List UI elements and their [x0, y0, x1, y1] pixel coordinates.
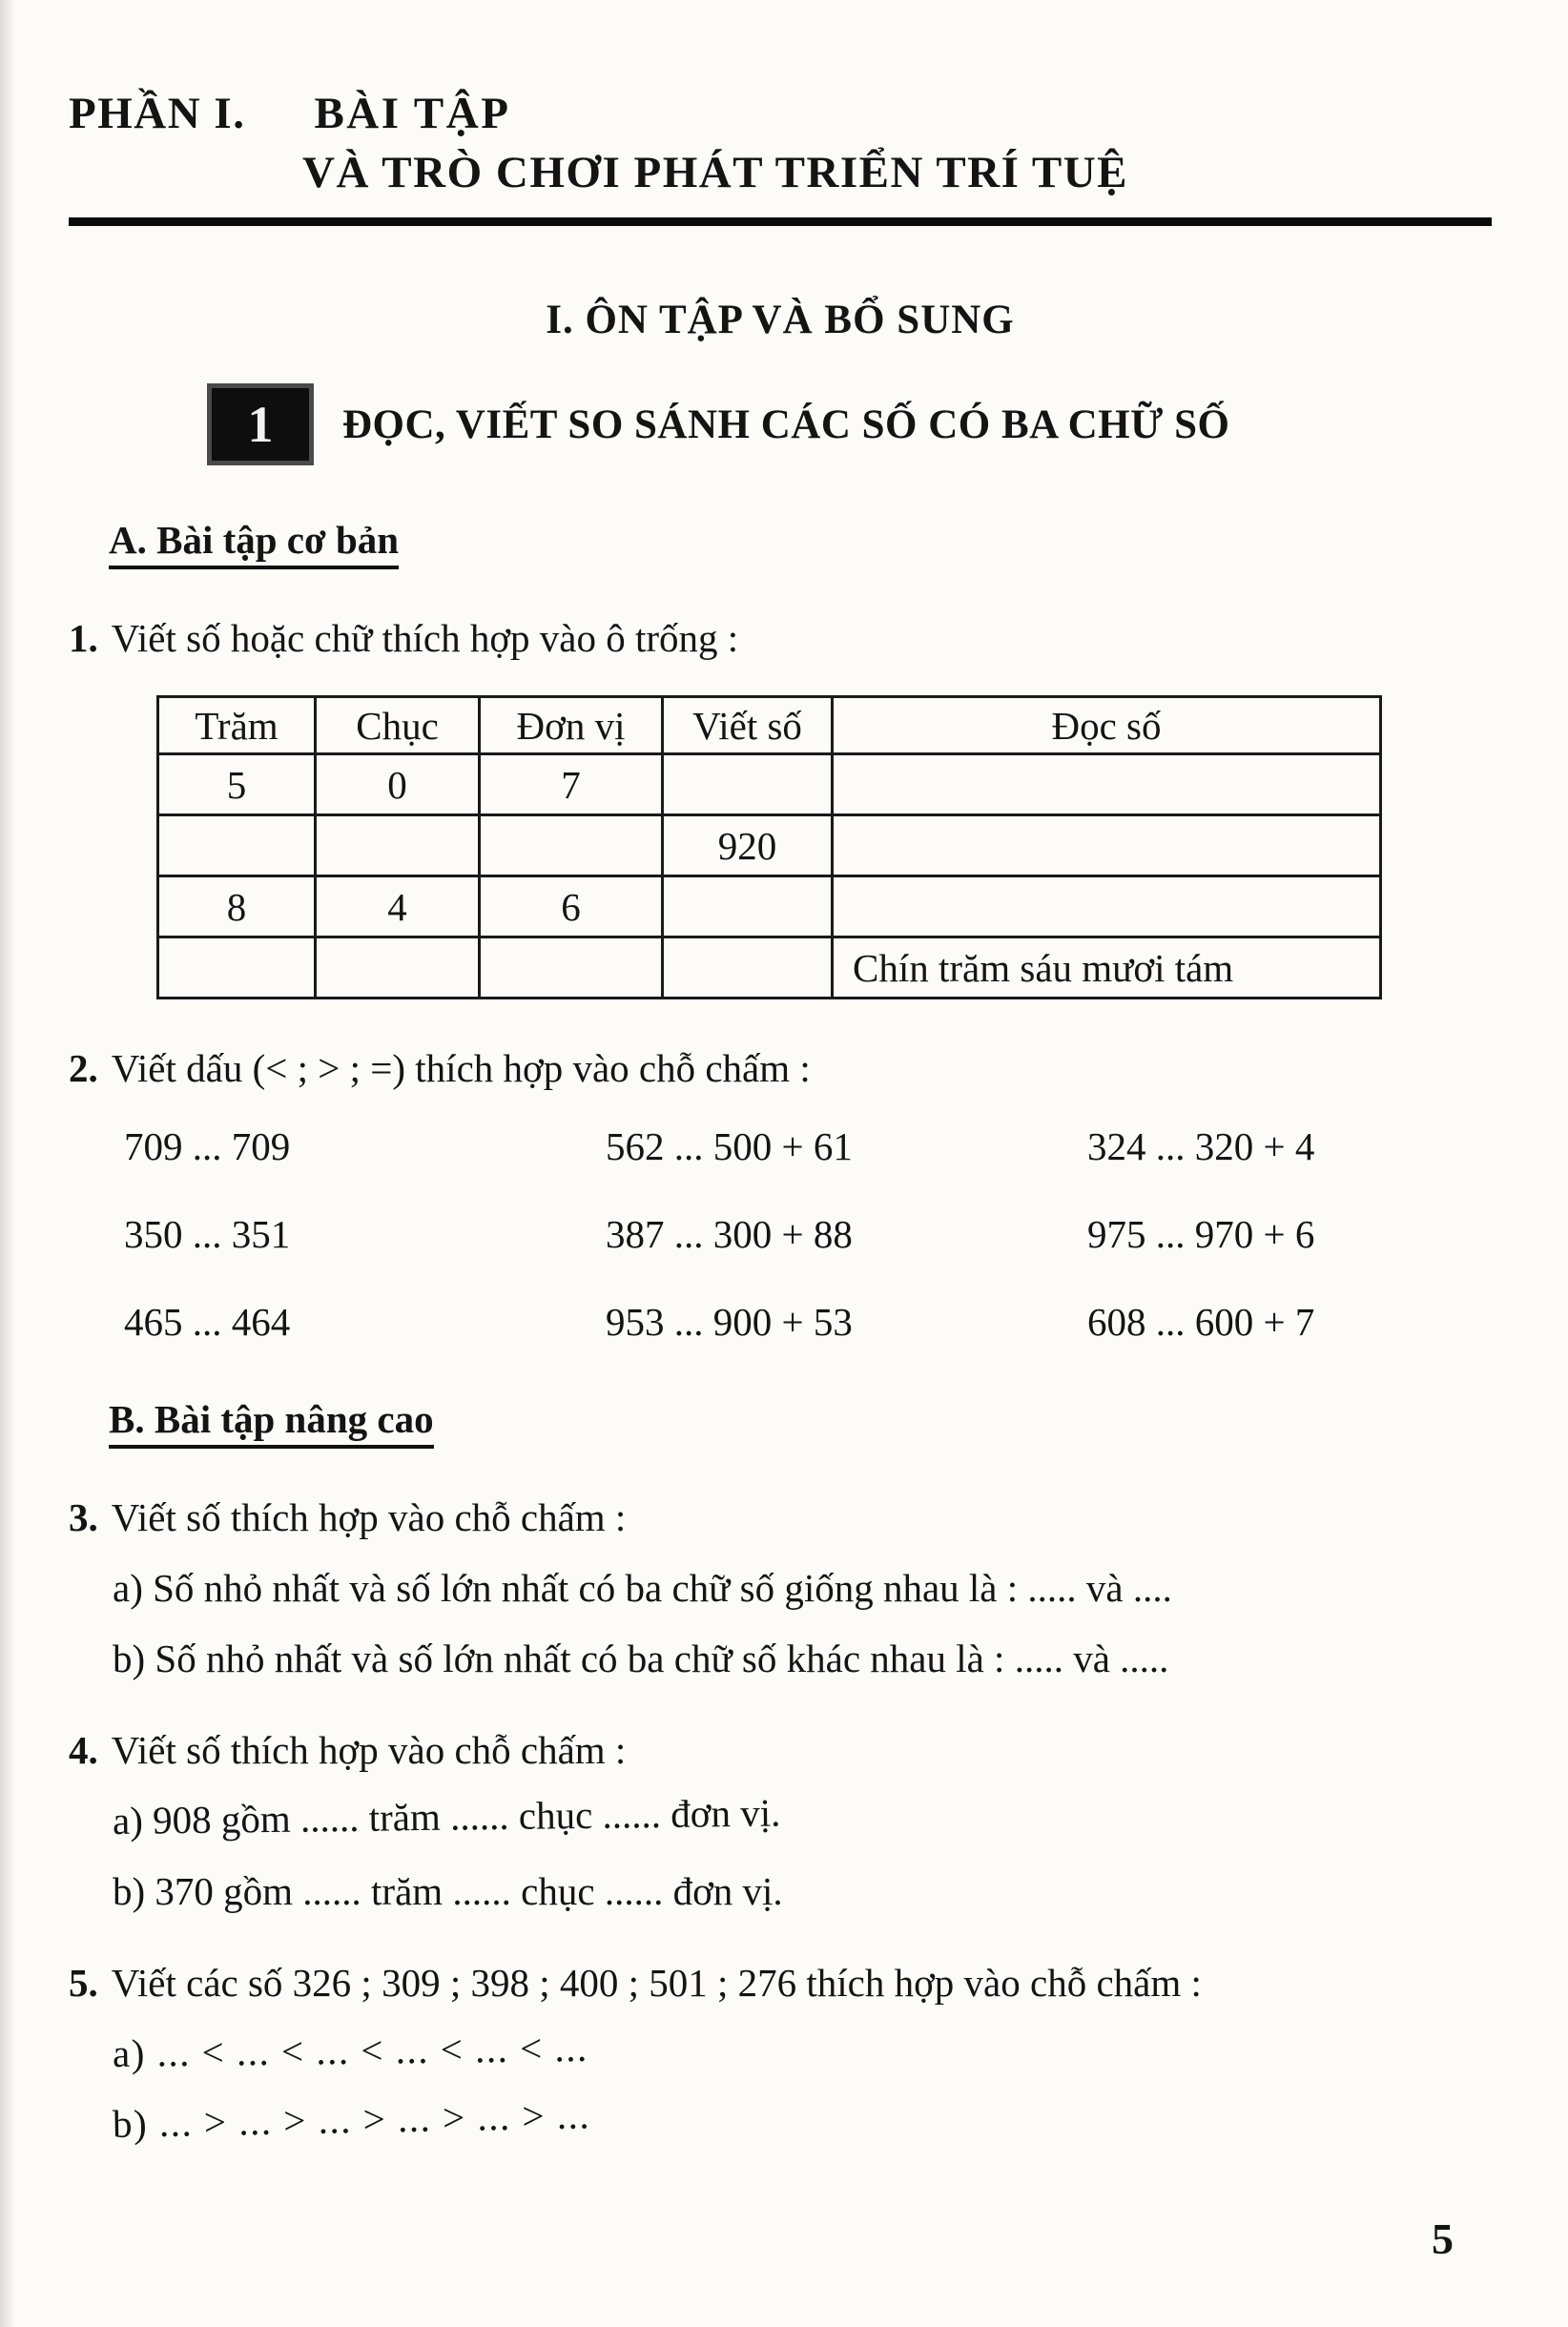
heading-part-b: B. Bài tập nâng cao — [109, 1396, 434, 1449]
part-label: PHẦN I. — [69, 89, 246, 138]
table-cell — [663, 754, 833, 815]
table-row — [158, 937, 1381, 999]
exercise-3-item-b: b) Số nhỏ nhất và số lớn nhất có ba chữ số khác nhau là : ..... và ..... — [113, 1637, 1169, 1680]
table-row — [158, 876, 1381, 937]
table-cell: 8 — [158, 876, 316, 937]
table-header-cell: Trăm — [158, 697, 316, 754]
exercise-5-number: 5. — [69, 1961, 98, 2005]
section-title: I. ÔN TẬP VÀ BỔ SUNG — [546, 298, 1015, 342]
exercise-3-text: Viết số thích hợp vào chỗ chấm : — [111, 1495, 627, 1539]
lesson-header — [207, 383, 1492, 465]
table-cell — [833, 876, 1381, 937]
exercise-5 — [69, 1960, 1492, 2006]
comparison-item: 709 ... 709 — [124, 1124, 291, 1168]
table-cell — [316, 815, 480, 876]
table-cell: 0 — [316, 754, 480, 815]
exercise-3 — [69, 1494, 1492, 1540]
table-cell — [833, 754, 1381, 815]
table-cell: 5 — [158, 754, 316, 815]
comparison-item: 350 ... 351 — [124, 1212, 291, 1256]
comparison-item: 324 ... 320 + 4 — [1087, 1124, 1315, 1168]
part-title-line2: VÀ TRÒ CHƠI PHÁT TRIỂN TRÍ TUỆ — [302, 148, 1128, 197]
table-cell — [480, 815, 663, 876]
exercise-5-text: Viết các số 326 ; 309 ; 398 ; 400 ; 501 ; 276 thích hợp vào chỗ chấm : — [111, 1961, 1202, 2005]
table-cell — [158, 937, 316, 999]
table-header-cell: Đơn vị — [480, 697, 663, 754]
comparison-item: 608 ... 600 + 7 — [1087, 1300, 1315, 1344]
exercise-4-number: 4. — [69, 1728, 98, 1772]
table-row — [158, 815, 1381, 876]
comparison-item: 975 ... 970 + 6 — [1087, 1212, 1315, 1256]
table-header-cell: Chục — [316, 697, 480, 754]
heading-part-a: A. Bài tập cơ bản — [109, 517, 399, 569]
part-header-line1 — [69, 88, 1492, 139]
comparison-item: 562 ... 500 + 61 — [606, 1124, 853, 1168]
exercise-4-text: Viết số thích hợp vào chỗ chấm : — [111, 1728, 627, 1772]
number-table — [156, 695, 1382, 999]
table-cell — [316, 937, 480, 999]
lesson-number: 1 — [247, 396, 274, 453]
double-rule-divider — [69, 217, 1492, 226]
table-cell: 4 — [316, 876, 480, 937]
page-number: 5 — [1432, 2214, 1454, 2263]
table-cell: 920 — [663, 815, 833, 876]
exercise-4-item-a: a) 908 gồm ...... trăm ...... chục ...... đơn vị. — [112, 1790, 781, 1843]
table-cell — [158, 815, 316, 876]
exercise-3-item-a: a) Số nhỏ nhất và số lớn nhất có ba chữ số giống nhau là : ..... và .... — [113, 1566, 1172, 1610]
exercise-5-item-b: b) ... > ... > ... > ... > ... > ... — [112, 2092, 591, 2146]
table-header-cell: Viết số — [663, 697, 833, 754]
comparison-grid — [69, 1123, 1492, 1345]
table-header-row — [158, 697, 1381, 754]
table-cell — [663, 876, 833, 937]
part-title-line1: BÀI TẬP — [314, 89, 511, 138]
exercise-4 — [69, 1727, 1492, 1773]
table-cell: 6 — [480, 876, 663, 937]
lesson-number-box — [207, 383, 314, 465]
exercise-2-number: 2. — [69, 1046, 98, 1090]
exercise-5-item-a: a) ... < ... < ... < ... < ... < ... — [112, 2025, 588, 2075]
table-row — [158, 754, 1381, 815]
exercise-2 — [69, 1045, 1492, 1091]
exercise-4-item-b: b) 370 gồm ...... trăm ...... chục ...... đơn vị. — [113, 1869, 783, 1913]
comparison-item: 953 ... 900 + 53 — [606, 1300, 853, 1344]
exercise-1-number: 1. — [69, 616, 98, 660]
table-cell — [833, 815, 1381, 876]
comparison-item: 465 ... 464 — [124, 1300, 291, 1344]
comparison-item: 387 ... 300 + 88 — [606, 1212, 853, 1256]
table-cell: Chín trăm sáu mươi tám — [833, 937, 1381, 999]
exercise-2-text: Viết dấu (< ; > ; =) thích hợp vào chỗ chấm : — [111, 1046, 811, 1090]
lesson-title: ĐỌC, VIẾT SO SÁNH CÁC SỐ CÓ BA CHỮ SỐ — [342, 402, 1230, 447]
exercise-1-text: Viết số hoặc chữ thích hợp vào ô trống : — [111, 616, 739, 660]
exercise-3-number: 3. — [69, 1495, 98, 1539]
table-cell: 7 — [480, 754, 663, 815]
table-header-cell: Đọc số — [833, 697, 1381, 754]
table-cell — [480, 937, 663, 999]
exercise-1 — [69, 615, 1492, 661]
table-cell — [663, 937, 833, 999]
